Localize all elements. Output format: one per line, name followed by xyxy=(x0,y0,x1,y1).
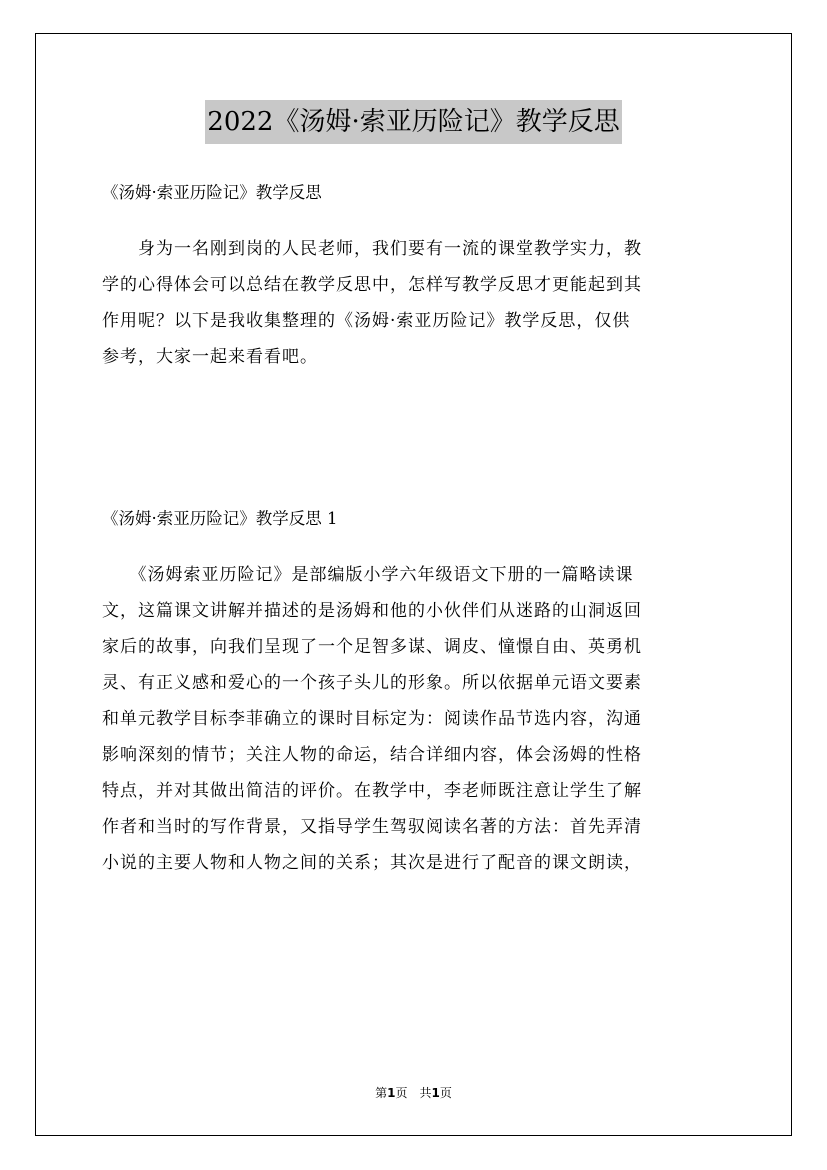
footer-page-total: 1 xyxy=(431,1086,440,1100)
paragraph-line: 小说的主要人物和人物之间的关系；其次是进行了配音的课文朗读， xyxy=(102,853,642,873)
paragraph-line: 作用呢？以下是我收集整理的《汤姆·索亚历险记》教学反思，仅供 xyxy=(102,311,631,331)
document-title: 2022《汤姆·索亚历险记》教学反思 xyxy=(205,100,621,144)
paragraph-line: 参考，大家一起来看看吧。 xyxy=(102,347,318,367)
title-container xyxy=(0,100,827,144)
paragraph-line: 文，这篇课文讲解并描述的是汤姆和他的小伙伴们从迷路的山洞返回 xyxy=(102,601,642,621)
paragraph-line: 身为一名刚到岗的人民老师，我们要有一流的课堂教学实力，教 xyxy=(102,239,642,259)
paragraph-line: 灵、有正义感和爱心的一个孩子头儿的形象。所以依据单元语文要素 xyxy=(102,673,642,693)
paragraph-line: 和单元教学目标李菲确立的课时目标定为：阅读作品节选内容，沟通 xyxy=(102,709,642,729)
paragraph-line: 影响深刻的情节；关注人物的命运，结合详细内容，体会汤姆的性格 xyxy=(102,745,642,765)
footer-suffix: 页 xyxy=(439,1086,452,1100)
paragraph-line: 《汤姆索亚历险记》是部编版小学六年级语文下册的一篇略读课 xyxy=(102,565,634,585)
paragraph-line: 作者和当时的写作背景，又指导学生驾驭阅读名著的方法：首先弄清 xyxy=(102,817,642,837)
footer-prefix: 第 xyxy=(375,1086,388,1100)
footer-mid: 页 共 xyxy=(395,1086,432,1100)
paragraph-line: 特点，并对其做出简洁的评价。在教学中，李老师既注意让学生了解 xyxy=(102,781,642,801)
paragraph-line: 学的心得体会可以总结在教学反思中，怎样写教学反思才更能起到其 xyxy=(102,275,642,295)
paragraph-line: 家后的故事，向我们呈现了一个足智多谋、调皮、憧憬自由、英勇机 xyxy=(102,637,642,657)
footer-page-number: 1 xyxy=(387,1086,396,1100)
intro-paragraph xyxy=(102,231,727,375)
page-footer xyxy=(0,1084,827,1101)
section-heading-intro: 《汤姆·索亚历险记》教学反思 xyxy=(102,183,322,202)
section-heading-1: 《汤姆·索亚历险记》教学反思 1 xyxy=(102,509,338,528)
body-paragraph xyxy=(102,557,727,881)
